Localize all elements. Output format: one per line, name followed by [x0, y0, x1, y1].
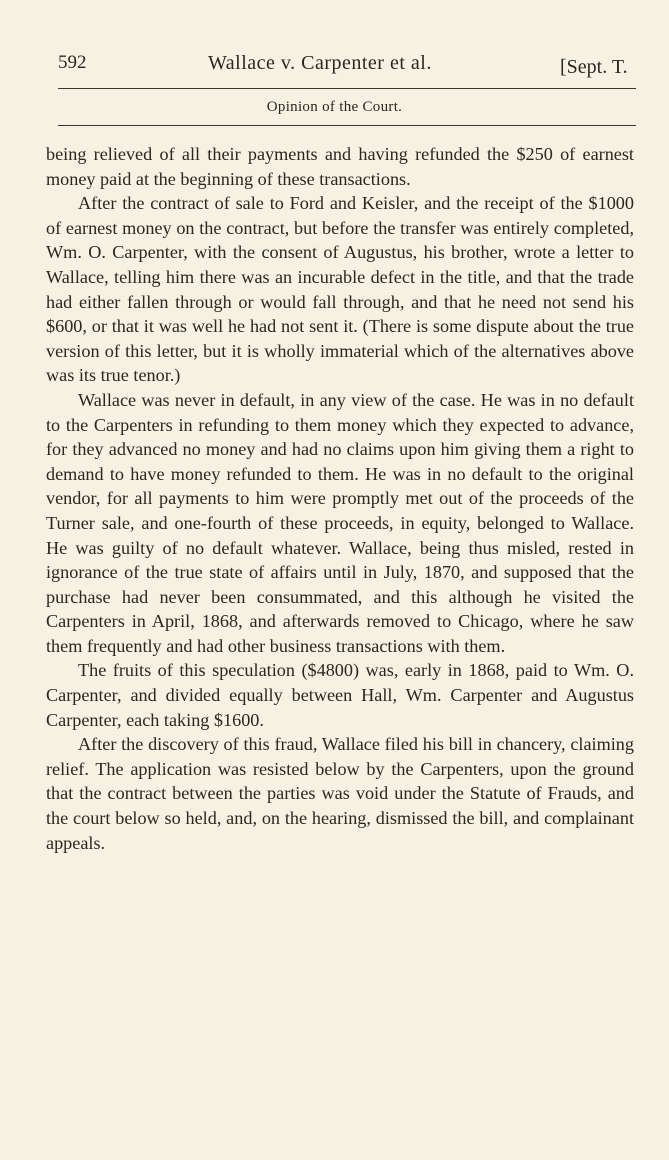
section-label: Opinion of the Court.: [266, 99, 403, 115]
paragraph: The fruits of this speculation ($4800) was, early in 1868, paid to Wm. O. Carpenter, and divided equally between Hall, Wm. Carpenter and Augustus Carpenter, each taking $1600.: [46, 660, 634, 730]
header-rule: [58, 88, 636, 89]
page-header: [58, 52, 636, 86]
body-text: [46, 142, 634, 855]
section-rule: [58, 125, 636, 126]
paragraph: After the discovery of this fraud, Wallace filed his bill in chancery, claiming relief. The application was resisted below by the Carpenters, upon the ground that the contract between the parties was void under the Statute of Frauds, and the court below so held, and, on the hearing, dismissed the bill, and complainant appeals.: [46, 734, 634, 853]
term-label: [Sept. T.: [560, 56, 628, 78]
paragraph: Wallace was never in default, in any view of the case. He was in no default to the Carpenters in refunding to them money which they expected to advance, for they advanced no money and had no claims upon him giving them a right to demand to have money refunded to them. He was in no default to the original vendor, for all payments to him were promptly met out of the proceeds of the Turner sale, and one-fourth of these proceeds, in equity, belonged to Wallace. He was guilty of no default whatever. Wallace, being thus misled, rested in ignorance of the true state of affairs until in July, 1870, and supposed that the purchase had never been consummated, and this although he visited the Carpenters in April, 1868, and afterwards removed to Chicago, where he saw them frequently and had other business transactions with them.: [46, 389, 634, 656]
paragraph-continuation: being relieved of all their payments and having refunded the $250 of earnest money paid at the beginning of these transactions.: [46, 144, 634, 189]
running-title: Wallace v. Carpenter et al.: [208, 52, 432, 74]
paragraph: After the contract of sale to Ford and Keisler, and the receipt of the $1000 of earnest money on the contract, but before the transfer was entirely completed, Wm. O. Carpenter, with the consent of Augustus, his brother, wrote a letter to Wallace, telling him there was an incurable defect in the title, and that the trade had either fallen through or would fall through, and that he need not send his $600, or that it was well he had not sent it. (There is some dispute about the true version of this letter, but it is wholly immaterial which of the alternatives above was its true tenor.): [46, 193, 634, 386]
page-number: 592: [58, 52, 87, 73]
